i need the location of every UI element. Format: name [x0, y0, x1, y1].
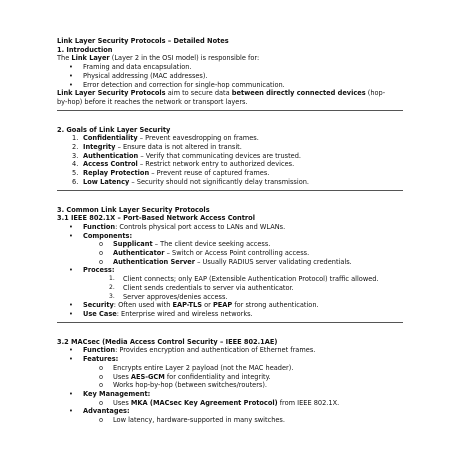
s31-process-step [57, 293, 403, 302]
intro-closing-term-2: between directly connected devices [231, 89, 366, 98]
goal-item [57, 152, 403, 161]
goal-term: Access Control [83, 160, 138, 169]
step-text: Client connects; only EAP (Extensible Authentication Protocol) traffic allowed. [123, 275, 379, 284]
goal-item [57, 169, 403, 178]
component-term: Supplicant [113, 240, 153, 249]
goal-desc: – Security should not significantly delay transmission. [129, 177, 310, 186]
goal-number: 2. [72, 143, 79, 152]
bullet-icon [69, 232, 73, 241]
sub-bullet-icon: o [99, 416, 104, 425]
section-3-heading: 3. Common Link Layer Security Protocols [57, 205, 210, 214]
s32-advantages [57, 407, 403, 416]
goal-item [57, 178, 403, 187]
bullet-icon [69, 390, 73, 399]
s32-feature-item [57, 381, 403, 390]
s31-security-eap-tls: EAP-TLS [172, 301, 203, 310]
intro-lead [57, 54, 403, 63]
subsection-3-1-heading: 3.1 IEEE 802.1X – Port-Based Network Access Control [57, 214, 255, 223]
s32-key-label: Key Management [83, 389, 148, 398]
step-number: 2. [109, 283, 115, 291]
goal-desc: – Ensure data is not altered in transit. [115, 143, 242, 152]
section-divider [57, 110, 403, 111]
goal-number: 5. [72, 169, 79, 178]
colon: : [111, 266, 115, 275]
feature-aes-gcm: AES-GCM [130, 372, 165, 381]
sub-bullet-icon: o [99, 240, 104, 249]
s31-security-text: : Often used with [113, 301, 173, 310]
s32-features [57, 355, 403, 364]
goal-number: 4. [72, 160, 79, 169]
s32-feature-item [57, 373, 403, 382]
s31-function-text: : Controls physical port access to LANs and WLANs. [115, 222, 286, 231]
sub-bullet-icon: o [99, 249, 104, 258]
goal-desc: – Verify that communicating devices are trusted. [138, 151, 302, 160]
colon: : [147, 389, 151, 398]
document-title: Link Layer Security Protocols – Detailed Notes [57, 37, 229, 45]
s31-process-step [57, 275, 403, 284]
key-text: Uses [113, 398, 131, 407]
s32-feature-item [57, 364, 403, 373]
intro-closing-term: Link Layer Security Protocols [57, 89, 166, 98]
goal-item [57, 160, 403, 169]
sub-bullet-icon: o [99, 381, 104, 390]
intro-bullet-2 [57, 72, 403, 81]
step-number: 3. [109, 292, 115, 300]
intro-lead-pre: The [57, 54, 72, 63]
intro-closing-mid: aim to secure data [165, 89, 232, 98]
feature-text-tail: for confidentiality and integrity. [164, 372, 271, 381]
s31-security-label: Security [83, 301, 114, 310]
feature-text: Uses [113, 372, 131, 381]
step-text: Client sends credentials to server via authenticator. [123, 283, 294, 292]
intro-closing-post: (hop- [365, 89, 386, 98]
document-body [57, 37, 403, 425]
goal-desc: – Restrict network entry to authorized devices. [137, 160, 295, 169]
goal-item [57, 143, 403, 152]
sub-bullet-icon: o [99, 363, 104, 372]
goal-term: Low Latency [83, 177, 130, 186]
sub-bullet-icon: o [99, 257, 104, 266]
intro-bullet-text: Framing and data encapsulation. [83, 63, 192, 72]
bullet-icon [69, 63, 73, 72]
bullet-icon [69, 310, 73, 319]
step-text: Server approves/denies access. [123, 292, 228, 301]
intro-bullet-3 [57, 81, 403, 90]
s31-process-label: Process [83, 266, 112, 275]
s31-component-item [57, 240, 403, 249]
intro-closing-line-2: by-hop) before it reaches the network or transport layers. [57, 97, 248, 106]
s31-security-tail: for strong authentication. [232, 301, 319, 310]
component-term: Authentication Server [113, 257, 196, 266]
intro-bullet-text: Error detection and correction for single-hop communication. [83, 80, 285, 89]
s31-security-or: or [202, 301, 213, 310]
s31-security [57, 301, 403, 310]
goal-term: Integrity [83, 143, 116, 152]
goal-desc: – Prevent eavesdropping on frames. [137, 134, 259, 143]
step-number: 1. [109, 275, 115, 283]
goal-item [57, 134, 403, 143]
bullet-icon [69, 223, 73, 232]
subsection-3-2-heading: 3.2 MACsec (Media Access Control Security – IEEE 802.1AE) [57, 337, 278, 346]
goal-number: 1. [72, 134, 79, 143]
section-divider [57, 190, 403, 191]
colon: : [115, 355, 119, 364]
section-divider [57, 322, 403, 323]
s32-advantage-item [57, 416, 403, 425]
bullet-icon [69, 355, 73, 364]
goal-term: Replay Protection [83, 169, 150, 178]
goal-term: Authentication [83, 151, 139, 160]
s31-security-peap: PEAP [212, 301, 233, 310]
s32-function-text: : Provides encryption and authentication of Ethernet frames. [115, 346, 316, 355]
s31-usecase [57, 310, 403, 319]
component-term: Authenticator [113, 249, 165, 258]
intro-lead-term: Link Layer [71, 54, 110, 63]
goal-term: Confidentiality [83, 134, 138, 143]
component-desc: – The client device seeking access. [152, 240, 271, 249]
sub-bullet-icon: o [99, 372, 104, 381]
s31-components [57, 232, 403, 241]
bullet-icon [69, 266, 73, 275]
s31-components-label: Components [83, 231, 130, 240]
advantage-text: Low latency, hardware-supported in many switches. [113, 416, 285, 425]
colon: : [126, 407, 130, 416]
component-desc: – Usually RADIUS server validating credentials. [195, 257, 352, 266]
key-mka: MKA (MACsec Key Agreement Protocol) [130, 398, 278, 407]
s31-usecase-label: Use Case [83, 309, 117, 318]
s31-function-label: Function [83, 222, 116, 231]
sub-bullet-icon: o [99, 398, 104, 407]
intro-bullet-1 [57, 63, 403, 72]
s32-function [57, 346, 403, 355]
intro-lead-post: (Layer 2 in the OSI model) is responsible for: [109, 54, 260, 63]
bullet-icon [69, 407, 73, 416]
bullet-icon [69, 72, 73, 81]
s32-key-item [57, 399, 403, 408]
section-2-heading: 2. Goals of Link Layer Security [57, 125, 171, 134]
s31-usecase-text: : Enterprise wired and wireless networks. [116, 309, 253, 318]
goal-desc: – Prevent reuse of captured frames. [149, 169, 270, 178]
s32-function-label: Function [83, 346, 116, 355]
feature-text: Works hop-by-hop (between switches/routers). [113, 381, 268, 390]
goal-number: 6. [72, 177, 79, 186]
s31-component-item [57, 249, 403, 258]
goal-number: 3. [72, 151, 79, 160]
s31-process [57, 266, 403, 275]
s32-advantages-label: Advantages [83, 407, 127, 416]
s31-process-step [57, 284, 403, 293]
feature-text: Encrypts entire Layer 2 payload (not the MAC header). [113, 363, 294, 372]
intro-closing [57, 89, 403, 98]
bullet-icon [69, 346, 73, 355]
s32-features-label: Features [83, 355, 116, 364]
s31-component-item [57, 258, 403, 267]
component-desc: – Switch or Access Point controlling access. [164, 249, 310, 258]
colon: : [129, 231, 133, 240]
bullet-icon [69, 81, 73, 90]
section-1-heading: 1. Introduction [57, 45, 113, 54]
bullet-icon [69, 301, 73, 310]
s32-key-management [57, 390, 403, 399]
s31-function [57, 223, 403, 232]
intro-bullet-text: Physical addressing (MAC addresses). [83, 71, 208, 80]
key-text-tail: from IEEE 802.1X. [277, 398, 340, 407]
